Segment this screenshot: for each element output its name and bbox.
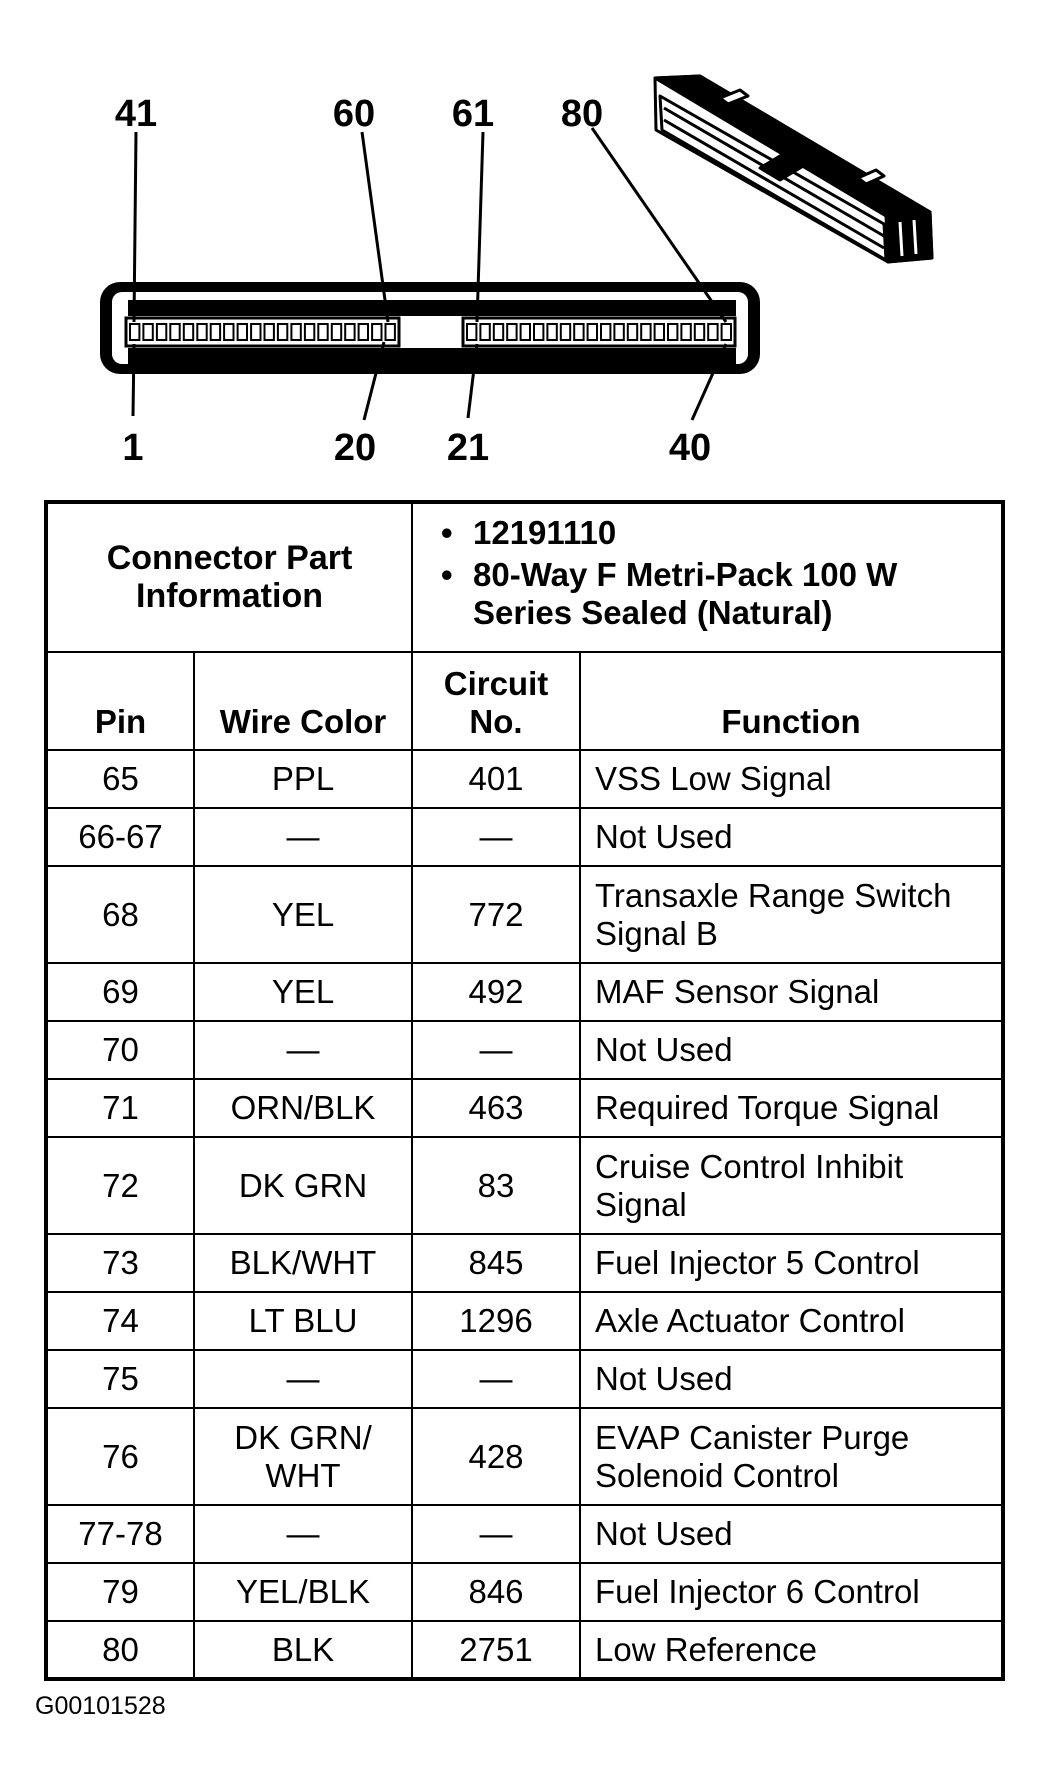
bottom-label-1: 1 xyxy=(122,427,144,469)
pin-cell: 77-78 xyxy=(46,1505,194,1563)
pin-cell: 69 xyxy=(46,963,194,1021)
function-cell: Fuel Injector 6 Control xyxy=(580,1563,1003,1621)
circuit-number-cell: 845 xyxy=(412,1234,580,1292)
wire-color-cell: LT BLU xyxy=(194,1292,412,1350)
pin-cavity xyxy=(318,324,327,340)
wire-color-cell: — xyxy=(194,1505,412,1563)
bottom-label-40: 40 xyxy=(668,427,712,469)
wire-color-cell: DK GRN/ WHT xyxy=(194,1408,412,1505)
table-row xyxy=(46,1563,1003,1621)
pin-cavity xyxy=(480,324,489,340)
pin-cavity xyxy=(655,324,664,340)
pin-cell: 73 xyxy=(46,1234,194,1292)
table-row xyxy=(46,808,1003,866)
function-cell: Axle Actuator Control xyxy=(580,1292,1003,1350)
table-row xyxy=(46,1408,1003,1505)
pin-cavity xyxy=(157,324,166,340)
circuit-number-cell: 463 xyxy=(412,1079,580,1137)
pin-cavity xyxy=(467,324,476,340)
pin-cell: 76 xyxy=(46,1408,194,1505)
circuit-number-cell: 1296 xyxy=(412,1292,580,1350)
function-cell: Fuel Injector 5 Control xyxy=(580,1234,1003,1292)
table-row xyxy=(46,1021,1003,1079)
bottom-label-20: 20 xyxy=(333,427,377,469)
pin-cavity xyxy=(291,324,300,340)
pin-cavity xyxy=(722,324,731,340)
pin-cavity xyxy=(211,324,220,340)
table-row xyxy=(46,1079,1003,1137)
pin-cavity xyxy=(386,324,395,340)
pin-cell: 71 xyxy=(46,1079,194,1137)
table-row xyxy=(46,1292,1003,1350)
table-row xyxy=(46,1350,1003,1408)
circuit-number-cell: — xyxy=(412,1505,580,1563)
pinout-table xyxy=(44,500,1005,1681)
wire-color-cell: YEL/BLK xyxy=(194,1563,412,1621)
wire-color-cell: YEL xyxy=(194,866,412,963)
pin-cavity xyxy=(614,324,623,340)
table-row xyxy=(46,1621,1003,1679)
connector-info-details xyxy=(421,504,993,642)
pin-cavity xyxy=(494,324,503,340)
table-row xyxy=(46,1137,1003,1234)
pin-cavity xyxy=(601,324,610,340)
pin-cavity xyxy=(224,324,233,340)
pin-cavity xyxy=(372,324,381,340)
connector-diagram xyxy=(0,0,1041,470)
wire-color-cell: BLK xyxy=(194,1621,412,1679)
pin-cavity xyxy=(251,324,260,340)
function-cell: Required Torque Signal xyxy=(580,1079,1003,1137)
pin-cavity xyxy=(143,324,152,340)
table-row xyxy=(46,750,1003,808)
pin-cell: 79 xyxy=(46,1563,194,1621)
top-label-41: 41 xyxy=(114,93,158,135)
connector-bottom-band xyxy=(128,348,736,364)
function-cell: MAF Sensor Signal xyxy=(580,963,1003,1021)
table-row xyxy=(46,1234,1003,1292)
function-cell: EVAP Canister Purge Solenoid Control xyxy=(580,1408,1003,1505)
connector-part-number: • 12191110 xyxy=(441,514,993,552)
circuit-number-cell: 492 xyxy=(412,963,580,1021)
pin-cavity xyxy=(332,324,341,340)
wire-color-cell: YEL xyxy=(194,963,412,1021)
wire-color-cell: BLK/WHT xyxy=(194,1234,412,1292)
leader-line-1 xyxy=(133,344,134,416)
leader-line-41 xyxy=(134,132,136,322)
wire-color-cell: PPL xyxy=(194,750,412,808)
column-header-circuit-no: Circuit No. xyxy=(412,652,580,750)
pin-cavity xyxy=(641,324,650,340)
table-row xyxy=(46,866,1003,963)
figure-code: G00101528 xyxy=(35,1692,166,1720)
table-row xyxy=(46,1505,1003,1563)
pin-cavity xyxy=(708,324,717,340)
pin-cavity xyxy=(668,324,677,340)
wire-color-cell: DK GRN xyxy=(194,1137,412,1234)
function-cell: Not Used xyxy=(580,808,1003,866)
connector-description: • 80-Way F Metri-Pack 100 W Series Sealed (Natural) xyxy=(441,556,993,632)
circuit-number-cell: 83 xyxy=(412,1137,580,1234)
pin-cavity xyxy=(278,324,287,340)
pin-cavity xyxy=(628,324,637,340)
pin-cavity xyxy=(534,324,543,340)
top-label-80: 80 xyxy=(560,93,604,135)
circuit-number-cell: — xyxy=(412,808,580,866)
function-cell: Not Used xyxy=(580,1505,1003,1563)
column-header-wire-color: Wire Color xyxy=(194,652,412,750)
circuit-number-cell: 401 xyxy=(412,750,580,808)
pinout-rows xyxy=(46,750,1003,1679)
pin-cavity xyxy=(345,324,354,340)
pin-cavity xyxy=(170,324,179,340)
pin-cavity xyxy=(265,324,274,340)
wire-color-cell: ORN/BLK xyxy=(194,1079,412,1137)
wire-color-cell: — xyxy=(194,1021,412,1079)
function-cell: Transaxle Range Switch Signal B xyxy=(580,866,1003,963)
pin-cell: 80 xyxy=(46,1621,194,1679)
function-cell: Low Reference xyxy=(580,1621,1003,1679)
table-row xyxy=(46,963,1003,1021)
pin-cavity xyxy=(238,324,247,340)
pin-cell: 65 xyxy=(46,750,194,808)
pin-cell: 72 xyxy=(46,1137,194,1234)
top-label-60: 60 xyxy=(332,93,376,135)
circuit-number-cell: 772 xyxy=(412,866,580,963)
pin-cell: 70 xyxy=(46,1021,194,1079)
circuit-number-cell: 846 xyxy=(412,1563,580,1621)
connector-info-label-cell xyxy=(46,502,412,652)
pin-cell: 75 xyxy=(46,1350,194,1408)
pin-cavity xyxy=(507,324,516,340)
circuit-number-cell: 428 xyxy=(412,1408,580,1505)
pin-cavity xyxy=(184,324,193,340)
wire-color-cell: — xyxy=(194,808,412,866)
pin-cavity xyxy=(521,324,530,340)
function-cell: Cruise Control Inhibit Signal xyxy=(580,1137,1003,1234)
column-header-function: Function xyxy=(580,652,1003,750)
function-cell: VSS Low Signal xyxy=(580,750,1003,808)
pin-cavity xyxy=(547,324,556,340)
pin-cavity xyxy=(588,324,597,340)
connector-info-detail-cell xyxy=(412,502,1003,652)
top-label-61: 61 xyxy=(451,93,495,135)
pin-cavity xyxy=(574,324,583,340)
wire-color-cell: — xyxy=(194,1350,412,1408)
connector-perspective-icon xyxy=(655,76,932,262)
pin-cavity xyxy=(130,324,139,340)
connector-info-label: Connector Part Information xyxy=(106,539,353,615)
bottom-label-21: 21 xyxy=(446,427,490,469)
function-cell: Not Used xyxy=(580,1021,1003,1079)
pin-cell: 74 xyxy=(46,1292,194,1350)
circuit-number-cell: — xyxy=(412,1021,580,1079)
pin-cavity xyxy=(359,324,368,340)
pin-cavity xyxy=(197,324,206,340)
pin-cell: 66-67 xyxy=(46,808,194,866)
circuit-number-cell: 2751 xyxy=(412,1621,580,1679)
pin-cavity xyxy=(695,324,704,340)
connector-top-band xyxy=(128,300,736,316)
function-cell: Not Used xyxy=(580,1350,1003,1408)
pin-cavity xyxy=(681,324,690,340)
column-header-pin: Pin xyxy=(46,652,194,750)
pin-cavity xyxy=(305,324,314,340)
circuit-number-cell: — xyxy=(412,1350,580,1408)
pin-cell: 68 xyxy=(46,866,194,963)
pin-cavity xyxy=(561,324,570,340)
